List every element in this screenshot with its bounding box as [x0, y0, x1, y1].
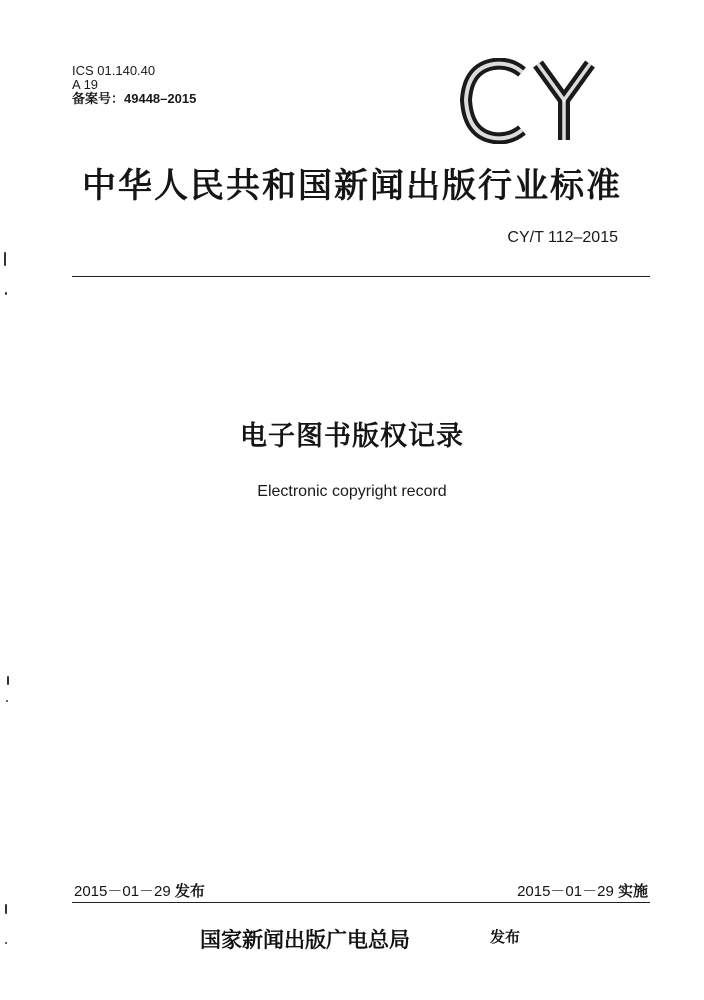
implement-date: 2015－01－29 — [517, 883, 614, 900]
cy-logo — [460, 58, 610, 144]
scan-mark — [5, 292, 7, 295]
ccs-code: A 19 — [72, 77, 99, 92]
scan-mark — [7, 676, 9, 685]
classification-block — [72, 64, 196, 106]
record-number: 备案号：49448–2015 — [72, 91, 197, 106]
scan-mark — [4, 252, 6, 266]
publish-date-line — [74, 880, 205, 901]
standard-organization-title: 中华人民共和国新闻出版行业标准 — [82, 166, 622, 206]
standard-code: CY/T 112–2015 — [507, 229, 618, 246]
ics-code: ICS 01.140.40 — [72, 63, 156, 78]
publish-date: 2015－01－29 — [74, 883, 171, 900]
top-divider — [72, 276, 650, 277]
document-title-chinese: 电子图书版权记录 — [240, 421, 464, 452]
scan-mark — [5, 942, 7, 944]
bottom-divider — [72, 902, 650, 903]
publish-label: 发布 — [174, 882, 205, 900]
publisher-name: 国家新闻出版广电总局 — [200, 927, 410, 952]
implement-label: 实施 — [617, 882, 648, 900]
svg-text:CY: CY — [460, 58, 462, 59]
document-title-english: Electronic copyright record — [257, 483, 447, 500]
implement-date-line — [517, 880, 648, 901]
scan-mark — [5, 904, 7, 914]
scan-mark — [6, 700, 8, 702]
publisher-suffix: 发布 — [490, 928, 521, 946]
